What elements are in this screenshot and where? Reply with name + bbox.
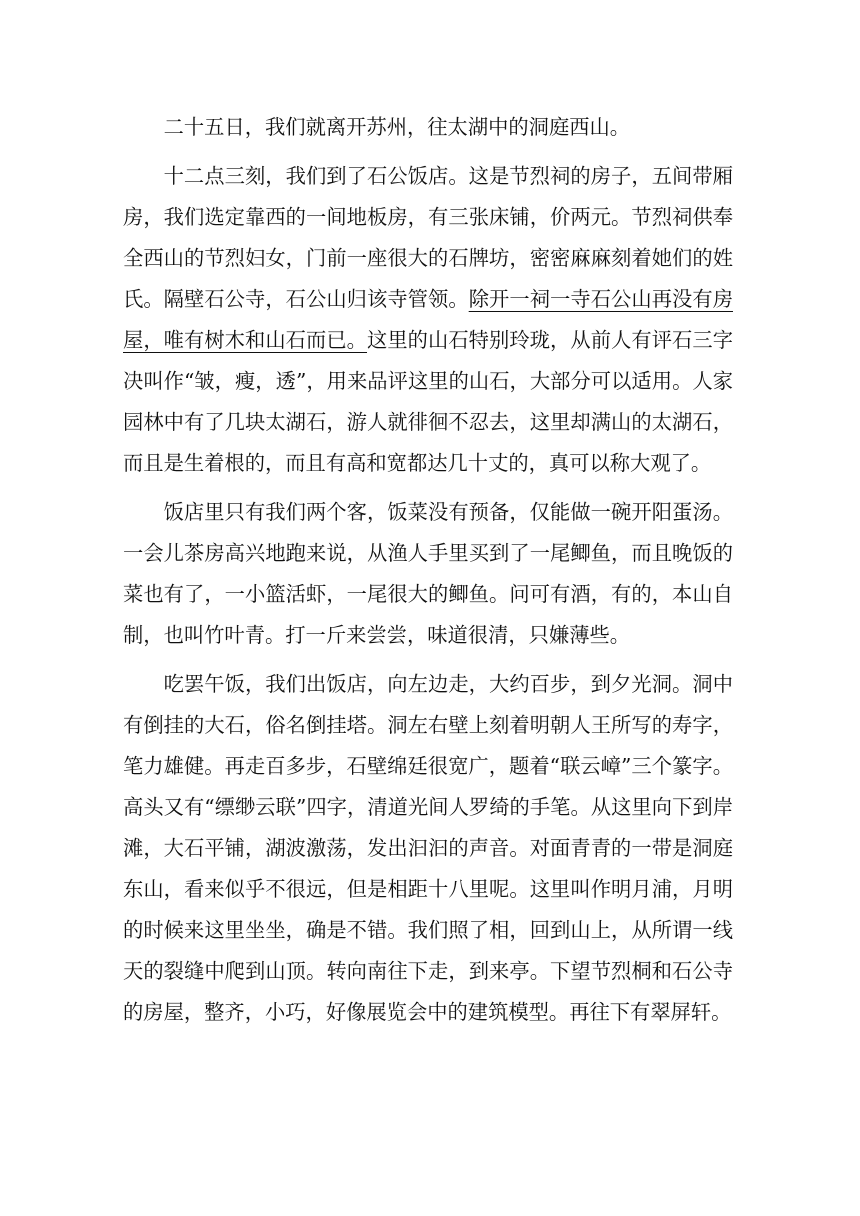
document-page [123,107,733,1033]
paragraph-2-text-after: 这里的山石特别玲珑，从前人有评石三字决叫作“皱，瘦，透”，用来品评这里的山石，大部分可以适用。人家园林中有了几块太湖石，游人就徘徊不忍去，这里却满山的太湖石，而且是生着根的，而且有高和宽都达几十丈的，真可以称大观了。 [123,328,733,475]
paragraph-3: 饭店里只有我们两个客，饭菜没有预备，仅能做一碗开阳蛋汤。一会儿茶房高兴地跑来说，从渔人手里买到了一尾鲫鱼，而且晚饭的菜也有了，一小篮活虾，一尾很大的鲫鱼。问可有酒，有的，本山自制，也叫竹叶青。打一斤来尝尝，味道很清，只嫌薄些。 [123,500,733,647]
paragraph-4: 吃罢午饭，我们出饭店，向左边走，大约百步，到夕光洞。洞中有倒挂的大石，俗名倒挂塔。洞左右壁上刻着明朝人王所写的寿字，笔力雄健。再走百多步，石壁绵廷很宽广，题着“联云嶂”三个篆字。高头又有“缥缈云联”四字，清道光间人罗绮的手笔。从这里向下到岸滩，大石平铺，湖波激荡，发出汩汩的声音。对面青青的一带是洞庭东山，看来似乎不很远，但是相距十八里呢。这里叫作明月浦，月明的时候来这里坐坐，确是不错。我们照了相，回到山上，从所谓一线天的裂缝中爬到山顶。转向南往下走，到来亭。下望节烈桐和石公寺的房屋，整齐，小巧，好像展览会中的建筑模型。再往下有翠屏轩。 [123,672,733,1024]
paragraph-1: 二十五日，我们就离开苏州，往太湖中的洞庭西山。 [163,115,631,139]
underlined-sentence: 除开一祠一寺石公山再没有房屋，唯有树木和山石而已。 [123,287,733,352]
paragraph-2-text-before: 十二点三刻，我们到了石公饭店。这是节烈祠的房子，五间带厢房，我们选定靠西的一间地板房，有三张床铺，价两元。节烈祠供奉全西山的节烈妇女，门前一座很大的石牌坊，密密麻麻刻着她们的姓氏。隔壁石公寺，石公山归该寺管领。 [123,164,733,311]
paragraph-2 [123,156,733,484]
